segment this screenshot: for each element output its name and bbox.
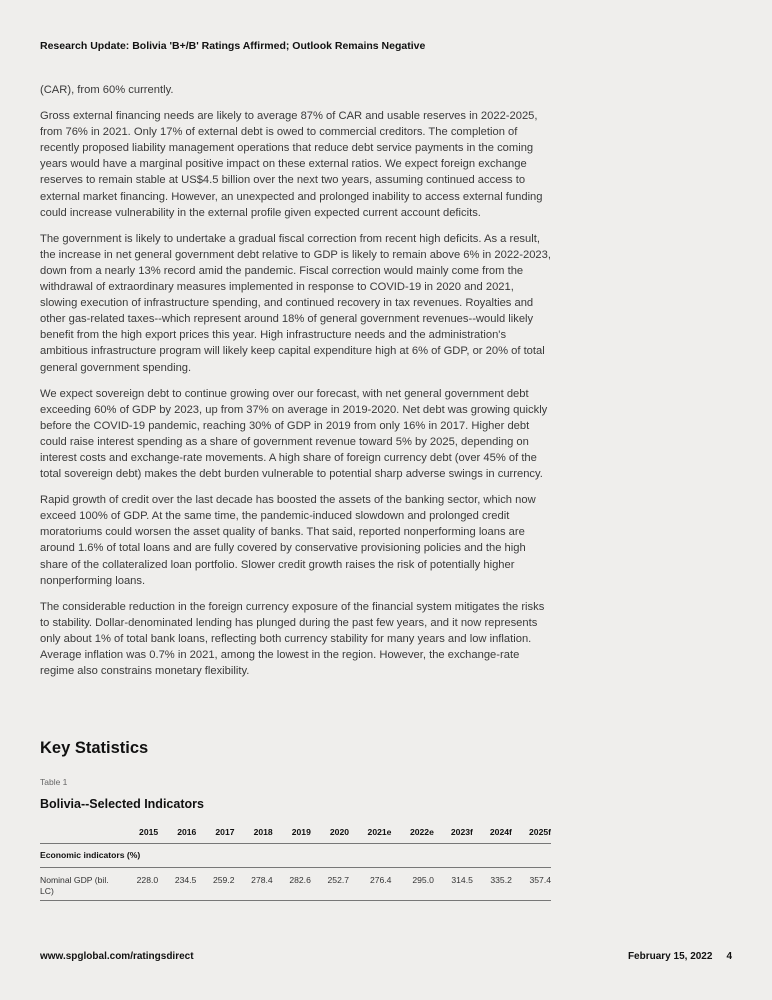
table-header-row [40,822,551,844]
table-cell: 259.2 [196,868,234,901]
column-header: 2024f [473,822,512,844]
table-header-empty [40,822,120,844]
column-header: 2022e [391,822,433,844]
table-cell: 234.5 [158,868,196,901]
table-title: Bolivia--Selected Indicators [40,797,204,811]
section-title: Key Statistics [40,739,149,757]
column-header: 2017 [196,822,234,844]
column-header: 2023f [434,822,473,844]
table-cell: 335.2 [473,868,512,901]
indicators-table [40,822,551,901]
footer-date: February 15, 2022 [627,951,713,962]
row-label: Nominal GDP (bil. LC) [40,868,120,901]
column-header: 2025f [512,822,551,844]
table-cell: 357.4 [512,868,551,901]
column-header: 2019 [273,822,311,844]
column-header: 2015 [120,822,158,844]
paragraph: (CAR), from 60% currently. [40,84,174,96]
table-cell: 276.4 [349,868,391,901]
table-cell: 295.0 [391,868,433,901]
body-text [40,82,552,689]
paragraph: Rapid growth of credit over the last decade has boosted the assets of the banking sector, which now exceed 100% of GDP. At the same time, the pandemic-induced slowdown and prolonged credit moratoriums could worsen the asset quality of banks. That said, reported nonperforming loans are around 1.6% of total loans and are fully covered by conservative provisioning policies and the high share of the collateralized loan portfolio. Slower credit growth raises the risk of potentially higher nonperforming loans. [40,494,536,587]
table-cell: 252.7 [311,868,349,901]
table-row [40,868,551,901]
column-header: 2016 [158,822,196,844]
column-header: 2020 [311,822,349,844]
paragraph: The government is likely to undertake a gradual fiscal correction from recent high deficits. As a result, the increase in net general government debt relative to GDP is likely to remain above 6% in 2022-2023, down from a nearly 13% record amid the pandemic. Fiscal correction would mainly come from the withdrawal of extraordinary measures implemented in response to COVID-19 in 2020 and 2021, slowing execution of infrastructure spending, and continued recovery in tax revenues. Royalties and other gas-related taxes--which represent around 18% of general government revenues--would likely benefit from the high export prices this year. High infrastructure needs and the administration's ambitious infrastructure program will likely keep capital expenditure high at 6% of GDP, or 20% of total general government spending. [40,232,551,374]
group-label: Economic indicators (%) [40,844,551,868]
column-header: 2018 [235,822,273,844]
paragraph: We expect sovereign debt to continue growing over our forecast, with net general government debt exceeding 60% of GDP by 2023, up from 37% on average in 2019-2020. Net debt was growing quickly before the COVID-19 pandemic, reaching 30% of GDP in 2019 from only 16% in 2017. Higher debt could raise interest spending as a share of government revenue toward 5% by 2025, depending on interest costs and exchange-rate movements. A high share of foreign currency debt (over 45% of the total sovereign debt) makes the debt burden vulnerable to potential sharp adverse swings in currency. [40,387,548,481]
page-number: 4 [726,951,732,962]
paragraph: The considerable reduction in the foreign currency exposure of the financial system mitigates the risks to stability. Dollar-denominated lending has plunged during the past few years, and it now represents only about 1% of total bank loans, reflecting both currency stability for many years and low inflation. Average inflation was 0.7% in 2021, among the lowest in the region. However, the exchange-rate regime also constrains monetary flexibility. [40,600,545,678]
table-cell: 314.5 [434,868,473,901]
table-cell: 278.4 [235,868,273,901]
table-cell: 228.0 [120,868,158,901]
table-cell: 282.6 [273,868,311,901]
page-header-title: Research Update: Bolivia 'B+/B' Ratings Affirmed; Outlook Remains Negative [40,40,426,52]
table-label: Table 1 [40,777,68,787]
table-group-row [40,844,551,868]
footer-url: www.spglobal.com/ratingsdirect [40,951,194,962]
paragraph: Gross external financing needs are likely to average 87% of CAR and usable reserves in 2022-2025, from 76% in 2021. Only 17% of external debt is owed to commercial creditors. The completion of recently proposed liability management operations that reduce debt service payments in the coming years would have a marginal positive impact on these external ratios. We expect foreign exchange reserves to remain stable at US$4.5 billion over the next two years, assuming continued access to external market financing. However, an unexpected and prolonged inability to access external funding could increase vulnerability in the external profile given expected current account deficits. [40,110,543,219]
footer-right [628,951,732,962]
column-header: 2021e [349,822,391,844]
